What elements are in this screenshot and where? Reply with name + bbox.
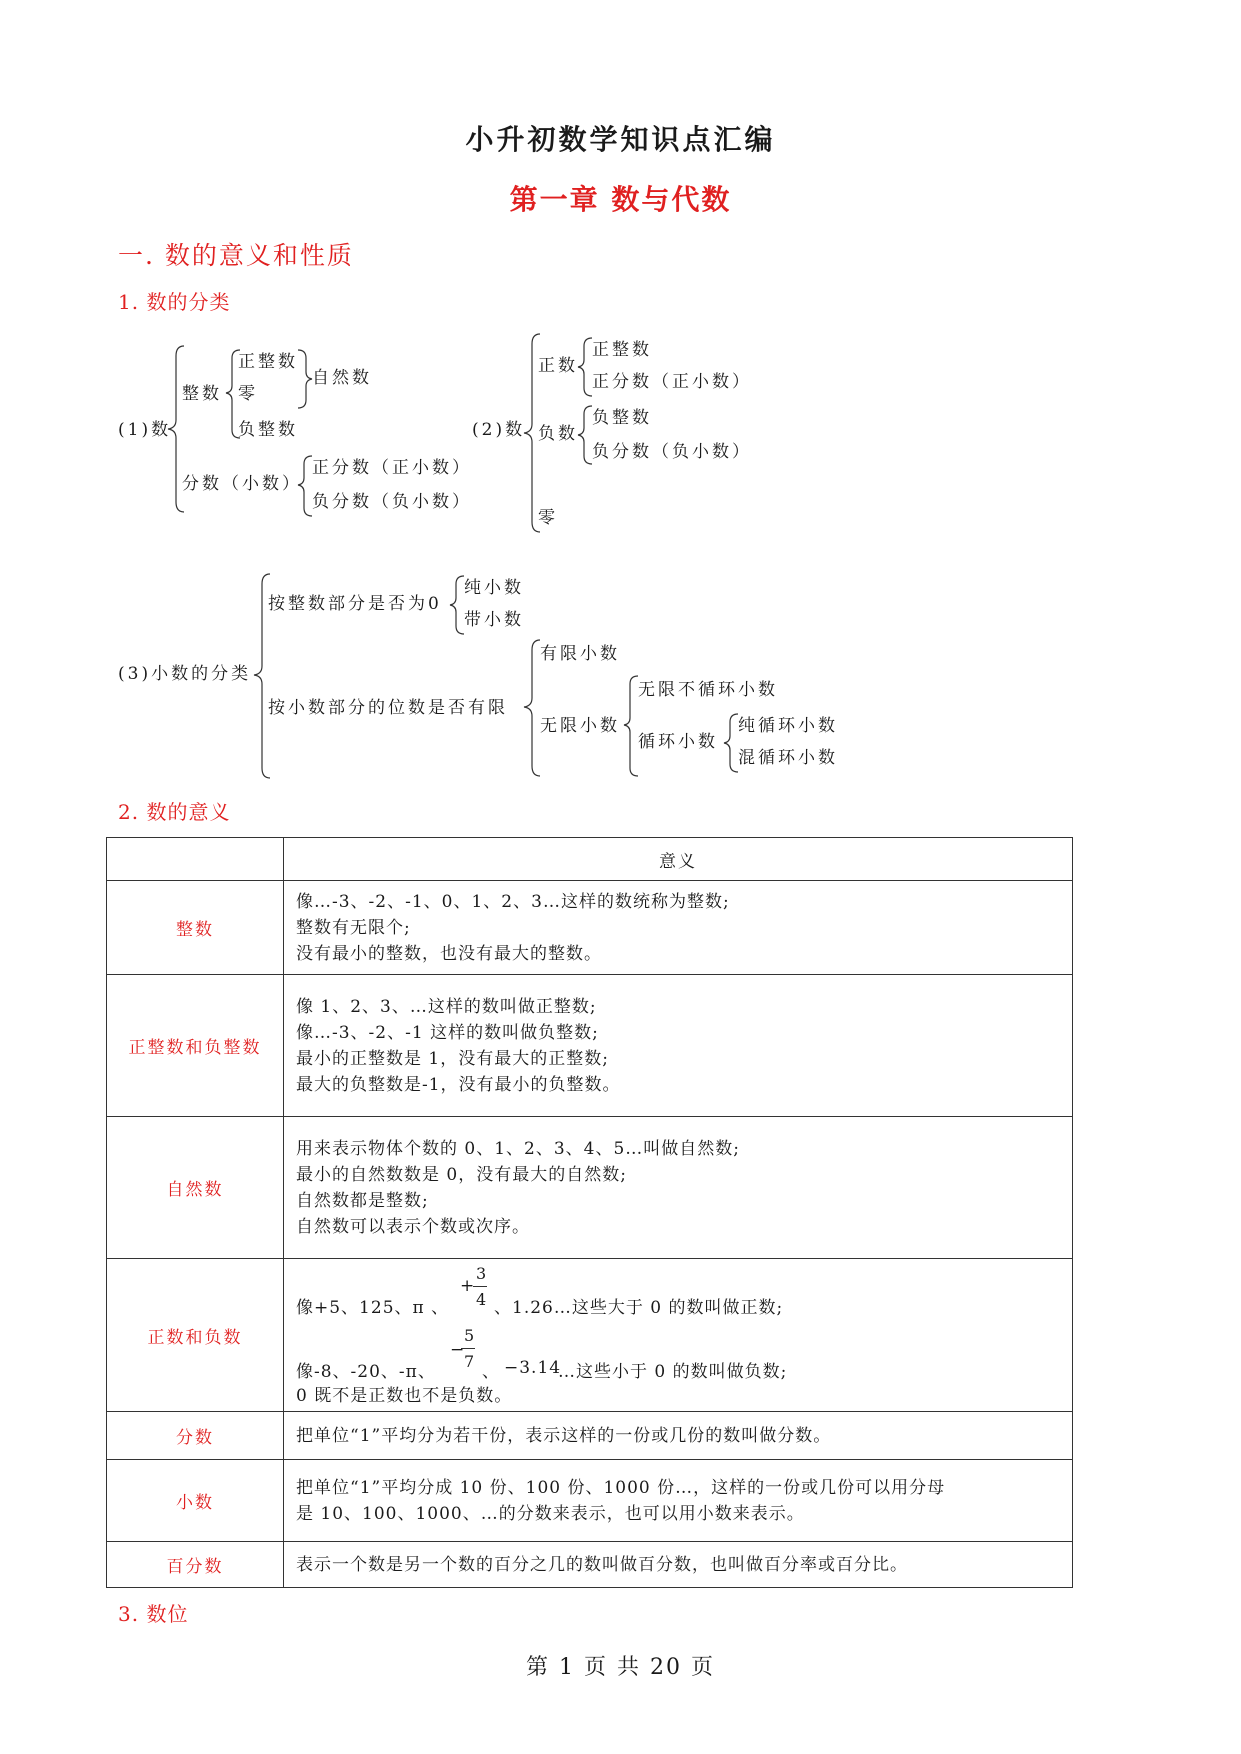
desc-line: 自然数可以表示个数或次序。 — [296, 1216, 530, 1237]
row-name: 小数 — [107, 1460, 284, 1542]
classify1-fraction: 分数（小数） — [182, 474, 302, 494]
desc-line: 用来表示物体个数的 0、1、2、3、4、5…叫做自然数; — [296, 1138, 741, 1159]
classify3-pure-repeat: 纯循环小数 — [738, 716, 838, 736]
classify2-positive: 正数 — [538, 356, 578, 376]
frac-denominator: 4 — [476, 1290, 488, 1309]
desc-line: 把单位“1”平均分为若干份，表示这样的一份或几份的数叫做分数。 — [296, 1425, 832, 1446]
negative-line: 像-8、-20、-π、 − 5 7 、 −3.14 …这些小于 0 的数叫做负数; — [296, 1326, 788, 1382]
frac-sign: − — [450, 1340, 466, 1360]
row-desc — [284, 1460, 1073, 1542]
classify2-neg-int: 负整数 — [592, 408, 652, 428]
meaning-table — [106, 837, 1073, 1588]
classify3-by-int: 按整数部分是否为0 — [268, 594, 442, 614]
table-row — [107, 1259, 1073, 1412]
desc-line: 最大的负整数是-1，没有最小的负整数。 — [296, 1074, 621, 1095]
row-desc — [284, 1259, 1073, 1412]
classify3-mixed: 带小数 — [464, 610, 524, 630]
frac-bar — [461, 1348, 475, 1349]
header-meaning-cell: 意义 — [284, 838, 1073, 881]
classify2-neg-frac: 负分数（负小数） — [592, 442, 752, 462]
page-footer: 第 1 页 共 20 页 — [526, 1655, 715, 1680]
subsection-digits: 3. 数位 — [118, 1602, 189, 1626]
frac-denominator: 7 — [464, 1352, 476, 1371]
table-row — [107, 1460, 1073, 1542]
desc-line: 像…-3、-2、-1、0、1、2、3…这样的数统称为整数; — [296, 891, 730, 912]
classify3-repeat: 循环小数 — [638, 732, 718, 752]
desc-line: 像…-3、-2、-1 这样的数叫做负整数; — [296, 1022, 599, 1043]
classify2-negative: 负数 — [538, 424, 578, 444]
classify3-by-digits: 按小数部分的位数是否有限 — [268, 698, 508, 718]
row-name: 正数和负数 — [107, 1259, 284, 1412]
classify1-pos-int: 正整数 — [238, 352, 298, 372]
frac-bar — [473, 1286, 487, 1287]
table-header-row — [107, 838, 1073, 881]
desc-line: 表示一个数是另一个数的百分之几的数叫做百分数，也叫做百分率或百分比。 — [296, 1554, 908, 1575]
header-empty-cell — [107, 838, 284, 881]
desc-line: 把单位“1”平均分成 10 份、100 份、1000 份…，这样的一份或几份可以用分母 — [296, 1477, 946, 1498]
classify2-zero: 零 — [538, 508, 558, 528]
section-heading: 一. 数的意义和性质 — [118, 241, 354, 270]
classify1-pos-frac: 正分数（正小数） — [312, 458, 472, 478]
classify3-infinite: 无限小数 — [540, 716, 620, 736]
desc-line: 最小的正整数是 1，没有最大的正整数; — [296, 1048, 609, 1069]
table-row — [107, 881, 1073, 975]
table-row — [107, 975, 1073, 1117]
row-desc — [284, 1542, 1073, 1588]
classify1-natural: 自然数 — [312, 368, 372, 388]
desc-line: 是 10、100、1000、…的分数来表示，也可以用小数来表示。 — [296, 1503, 805, 1524]
row-name: 整数 — [107, 881, 284, 975]
table-row — [107, 1412, 1073, 1460]
classify1-root: (1)数 — [118, 420, 172, 440]
row-desc — [284, 1117, 1073, 1259]
classify3-pure: 纯小数 — [464, 578, 524, 598]
row-desc — [284, 975, 1073, 1117]
subsection-meaning: 2. 数的意义 — [118, 800, 231, 824]
desc-line: 最小的自然数数是 0，没有最大的自然数; — [296, 1164, 627, 1185]
classify2-pos-frac: 正分数（正小数） — [592, 372, 752, 392]
row-desc — [284, 1412, 1073, 1460]
classify2-root: (2)数 — [472, 420, 526, 440]
desc-line: 自然数都是整数; — [296, 1190, 429, 1211]
classify3-mixed-repeat: 混循环小数 — [738, 748, 838, 768]
desc-line: 整数有无限个; — [296, 917, 411, 938]
row-name: 自然数 — [107, 1117, 284, 1259]
chapter-heading: 第一章 数与代数 — [509, 183, 732, 216]
classify3-finite: 有限小数 — [540, 644, 620, 664]
document-title: 小升初数学知识点汇编 — [465, 123, 776, 156]
frac-numerator: 5 — [464, 1326, 476, 1345]
classify3-nonrepeat: 无限不循环小数 — [638, 680, 778, 700]
row-name: 正整数和负整数 — [107, 975, 284, 1117]
desc-line: 0 既不是正数也不是负数。 — [296, 1386, 513, 1406]
table-row — [107, 1117, 1073, 1259]
classify3-root: (3)小数的分类 — [118, 664, 252, 684]
classify2-pos-int: 正整数 — [592, 340, 652, 360]
row-desc — [284, 881, 1073, 975]
desc-line: 没有最小的整数，也没有最大的整数。 — [296, 943, 602, 964]
row-name: 百分数 — [107, 1542, 284, 1588]
classify1-neg-frac: 负分数（负小数） — [312, 492, 472, 512]
subsection-classification: 1. 数的分类 — [118, 290, 231, 314]
classify1-neg-int: 负整数 — [238, 420, 298, 440]
positive-line: 像+5、125、π 、 + 3 4 、1.26…这些大于 0 的数叫做正数; — [296, 1264, 784, 1318]
table-row — [107, 1542, 1073, 1588]
desc-line: 像 1、2、3、…这样的数叫做正整数; — [296, 996, 597, 1017]
frac-sign: + — [460, 1276, 476, 1296]
classify1-integer: 整数 — [182, 384, 222, 404]
row-name: 分数 — [107, 1412, 284, 1460]
frac-numerator: 3 — [476, 1264, 488, 1283]
classify1-zero: 零 — [238, 384, 258, 404]
